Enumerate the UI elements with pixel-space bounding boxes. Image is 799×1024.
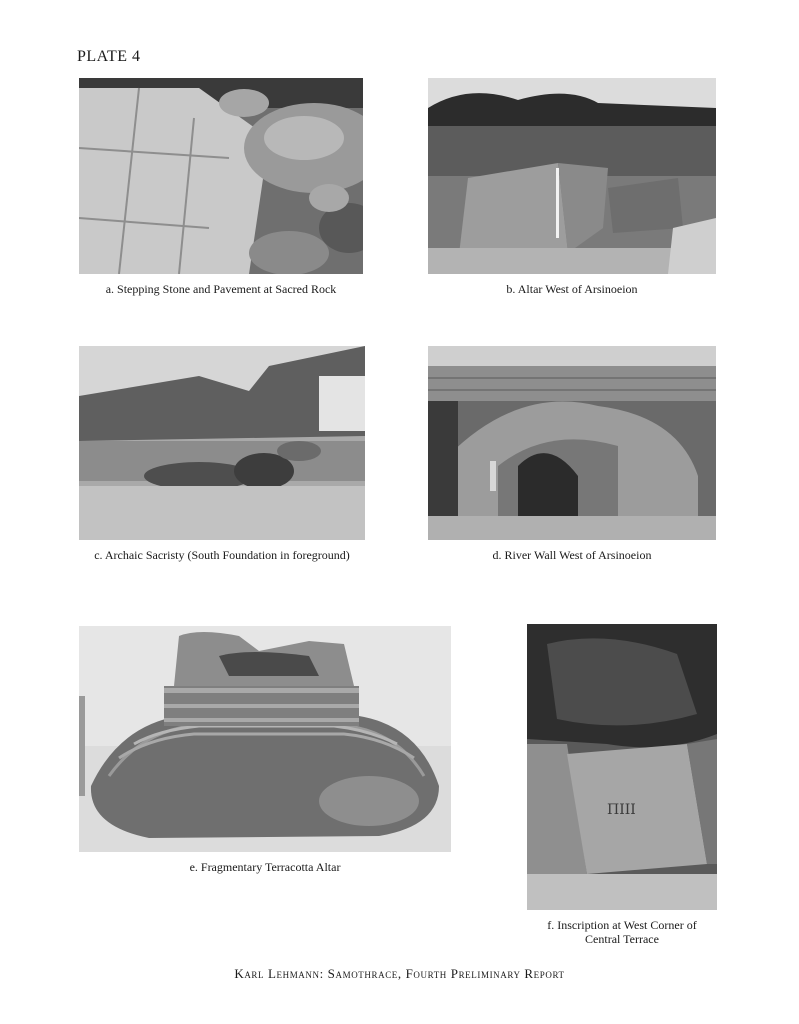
photo-a-stepping-stone-pavement (79, 78, 363, 274)
caption-e: e. Fragmentary Terracotta Altar (189, 860, 341, 874)
caption-b: b. Altar West of Arsinoeion (506, 282, 638, 296)
plate-label: PLATE 4 (77, 48, 141, 65)
caption-f-line1: f. Inscription at West Corner of (547, 918, 697, 932)
svg-text:ΠΙΙΙ: ΠΙΙΙ (607, 802, 636, 818)
photo-c-archaic-sacristy (79, 346, 365, 540)
photo-b-altar-west (428, 78, 716, 274)
caption-d: d. River Wall West of Arsinoeion (492, 548, 652, 562)
caption-f-line2: Central Terrace (585, 932, 659, 946)
caption-c: c. Archaic Sacristy (South Foundation in foreground) (94, 548, 350, 562)
photo-f-inscription (527, 624, 717, 910)
photo-e-terracotta-altar (79, 626, 451, 852)
caption-f (527, 918, 717, 946)
photo-d-river-wall (428, 346, 716, 540)
caption-a: a. Stepping Stone and Pavement at Sacred Rock (105, 282, 337, 296)
running-footer: Karl Lehmann: Samothrace, Fourth Preliminary Report (234, 966, 565, 981)
